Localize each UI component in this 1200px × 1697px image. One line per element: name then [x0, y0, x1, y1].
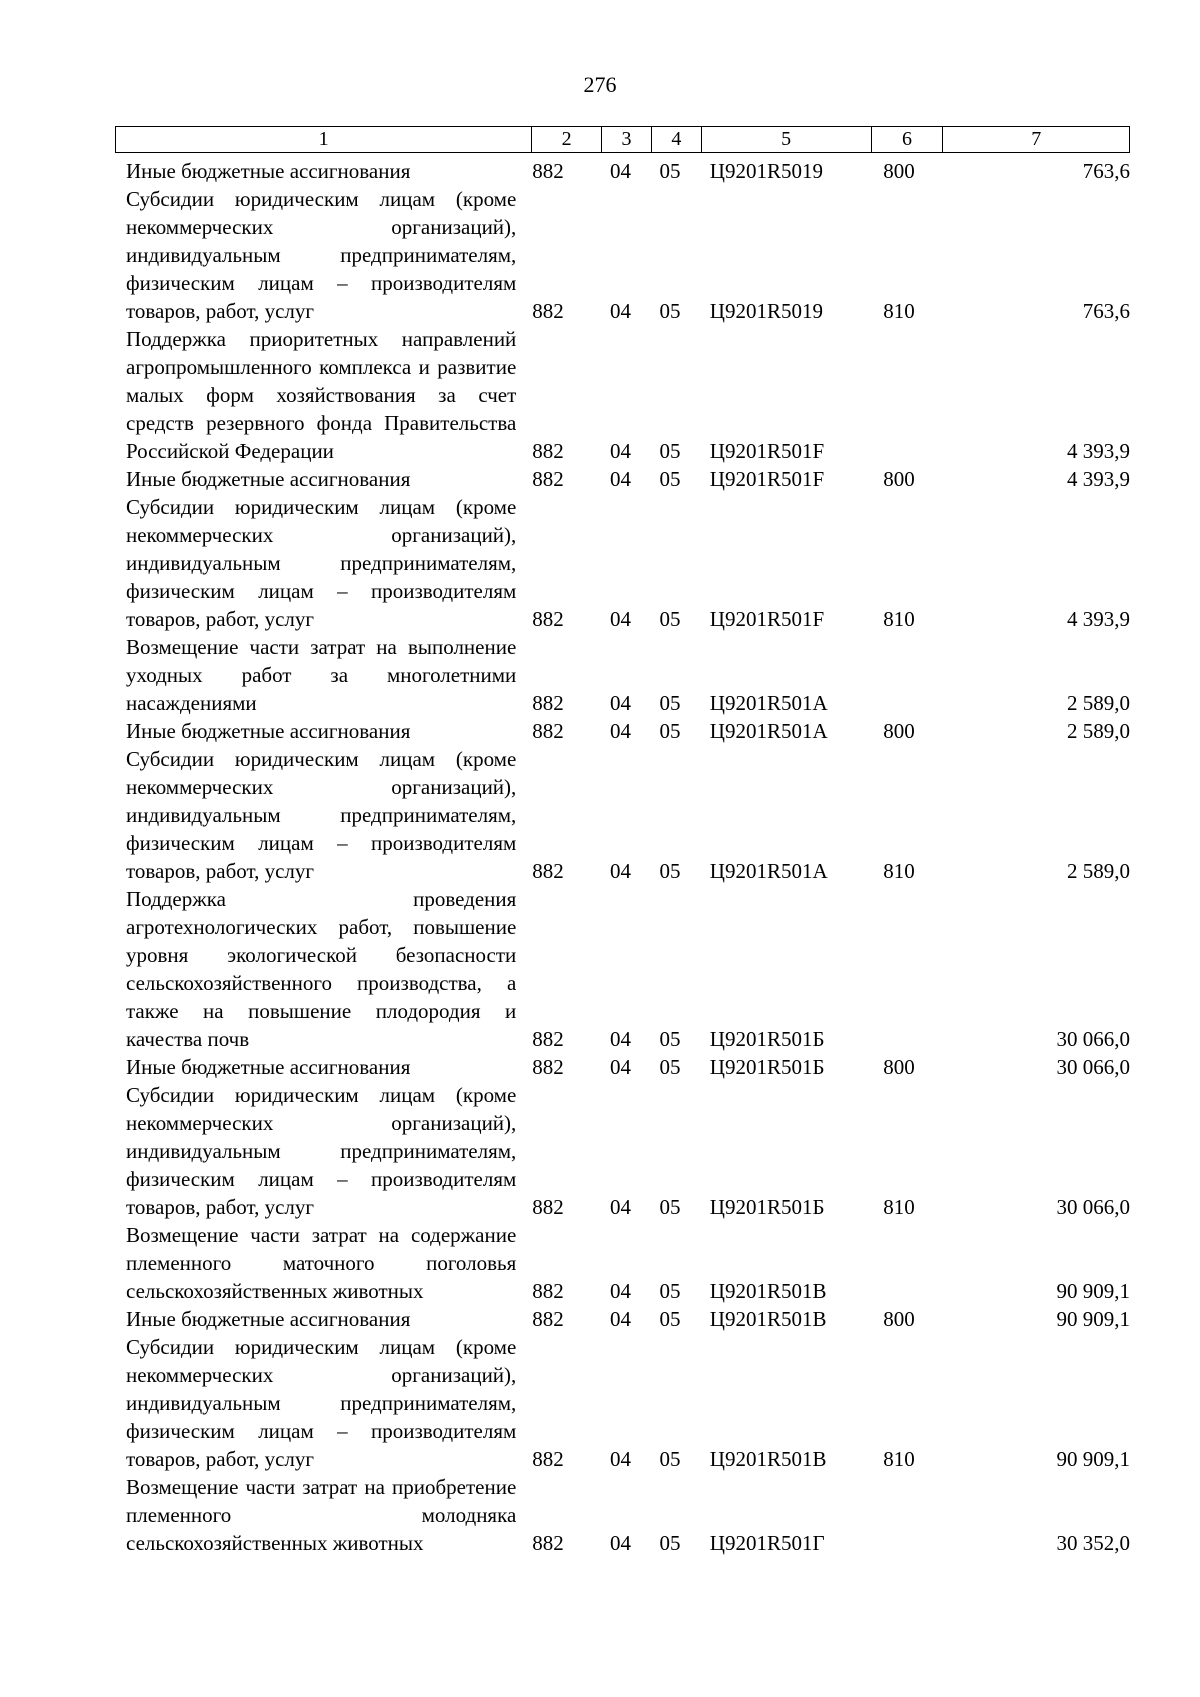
row-amount: 4 393,9	[1067, 607, 1131, 631]
row-subsection: 05	[659, 299, 681, 323]
row-amount: 30 066,0	[1056, 1055, 1131, 1079]
row-target-article: Ц9201R501Б	[709, 1055, 825, 1079]
row-target-article: Ц9201R501В	[709, 1447, 827, 1471]
row-admin-code: 882	[532, 1531, 564, 1555]
row-section: 04	[610, 859, 631, 883]
row-expense-type: 810	[883, 607, 915, 631]
row-name: Субсидии юридическим лицам (кроме некоммерческих организаций), индивидуальным предпринимателям, физическим лицам – производителям товаров, работ, услуг	[126, 1335, 517, 1471]
row-amount: 4 393,9	[1067, 467, 1131, 491]
row-section: 04	[610, 1531, 631, 1555]
row-amount: 90 909,1	[1056, 1279, 1131, 1303]
row-expense-type: 800	[883, 1055, 915, 1079]
row-admin-code: 882	[532, 719, 564, 743]
row-target-article: Ц9201R501А	[709, 719, 828, 743]
row-subsection: 05	[659, 1279, 681, 1303]
header-cell-2: 2	[531, 127, 601, 152]
row-name: Поддержка проведения агротехнологических работ, повышение уровня экологической безопасности сельскохозяйственного производства, а также на повышение плодородия и качества почв	[126, 887, 517, 1051]
row-target-article: Ц9201R501F	[709, 467, 825, 491]
row-section: 04	[610, 1027, 631, 1051]
row-name: Поддержка приоритетных направлений агропромышленного комплекса и развитие малых форм хозяйствования за счет средств резервного фонда Правительства Российской Федерации	[126, 327, 517, 463]
table-row	[126, 1473, 1130, 1557]
row-target-article: Ц9201R5019	[709, 299, 823, 323]
row-section: 04	[610, 1195, 631, 1219]
row-name: Возмещение части затрат на содержание племенного маточного поголовья сельскохозяйственных животных	[126, 1223, 517, 1303]
row-target-article: Ц9201R501В	[709, 1279, 827, 1303]
row-subsection: 05	[659, 1055, 681, 1079]
table-row	[126, 745, 1130, 885]
header-cell-3: 3	[601, 127, 651, 152]
table-row	[126, 493, 1130, 633]
row-subsection: 05	[659, 1307, 681, 1331]
row-name: Субсидии юридическим лицам (кроме некоммерческих организаций), индивидуальным предпринимателям, физическим лицам – производителям товаров, работ, услуг	[126, 1083, 517, 1219]
row-admin-code: 882	[532, 439, 564, 463]
row-target-article: Ц9201R5019	[709, 159, 823, 183]
row-admin-code: 882	[532, 1279, 564, 1303]
row-subsection: 05	[659, 1027, 681, 1051]
row-expense-type: 810	[883, 1447, 915, 1471]
row-section: 04	[610, 1307, 631, 1331]
row-target-article: Ц9201R501F	[709, 607, 825, 631]
row-expense-type: 800	[883, 1307, 915, 1331]
row-expense-type: 810	[883, 299, 915, 323]
table-row	[126, 185, 1130, 325]
row-target-article: Ц9201R501Б	[709, 1027, 825, 1051]
header-cell-1: 1	[318, 128, 329, 150]
row-name: Субсидии юридическим лицам (кроме некоммерческих организаций), индивидуальным предпринимателям, физическим лицам – производителям товаров, работ, услуг	[126, 187, 517, 323]
row-subsection: 05	[659, 1531, 681, 1555]
table-row	[126, 1305, 1130, 1333]
row-amount: 30 066,0	[1056, 1195, 1131, 1219]
row-admin-code: 882	[532, 1195, 564, 1219]
row-expense-type: 800	[883, 719, 915, 743]
table-body	[126, 157, 1130, 1557]
row-amount: 30 066,0	[1056, 1027, 1131, 1051]
row-subsection: 05	[659, 607, 681, 631]
row-name: Иные бюджетные ассигнования	[126, 467, 411, 491]
row-name: Иные бюджетные ассигнования	[126, 1307, 411, 1331]
row-subsection: 05	[659, 691, 681, 715]
row-amount: 763,6	[1082, 159, 1131, 183]
row-name: Субсидии юридическим лицам (кроме некоммерческих организаций), индивидуальным предпринимателям, физическим лицам – производителям товаров, работ, услуг	[126, 495, 517, 631]
row-target-article: Ц9201R501Б	[709, 1195, 825, 1219]
row-section: 04	[610, 691, 631, 715]
row-subsection: 05	[659, 1447, 681, 1471]
row-admin-code: 882	[532, 691, 564, 715]
row-admin-code: 882	[532, 1307, 564, 1331]
table-row	[126, 717, 1130, 745]
table-row	[126, 633, 1130, 717]
row-amount: 2 589,0	[1067, 691, 1131, 715]
row-subsection: 05	[659, 467, 681, 491]
row-section: 04	[610, 1279, 631, 1303]
table-row	[126, 157, 1130, 185]
header-cell-5: 5	[701, 127, 871, 152]
row-expense-type: 810	[883, 1195, 915, 1219]
header-cell-6: 6	[871, 127, 943, 152]
row-admin-code: 882	[532, 1055, 564, 1079]
row-name: Субсидии юридическим лицам (кроме некоммерческих организаций), индивидуальным предпринимателям, физическим лицам – производителям товаров, работ, услуг	[126, 747, 517, 883]
page-number: 276	[583, 72, 617, 97]
row-admin-code: 882	[532, 607, 564, 631]
row-name: Иные бюджетные ассигнования	[126, 159, 411, 183]
row-expense-type: 800	[883, 159, 915, 183]
row-target-article: Ц9201R501А	[709, 691, 828, 715]
row-admin-code: 882	[532, 159, 564, 183]
header-cell-4: 4	[651, 127, 701, 152]
table-header	[115, 126, 1130, 153]
row-section: 04	[610, 299, 631, 323]
row-section: 04	[610, 607, 631, 631]
row-admin-code: 882	[532, 299, 564, 323]
row-amount: 2 589,0	[1067, 859, 1131, 883]
row-subsection: 05	[659, 859, 681, 883]
row-admin-code: 882	[532, 1027, 564, 1051]
row-section: 04	[610, 1055, 631, 1079]
row-admin-code: 882	[532, 467, 564, 491]
row-section: 04	[610, 719, 631, 743]
row-admin-code: 882	[532, 1447, 564, 1471]
row-amount: 763,6	[1082, 299, 1131, 323]
row-subsection: 05	[659, 439, 681, 463]
table-row	[126, 1221, 1130, 1305]
row-name: Возмещение части затрат на выполнение уходных работ за многолетними насаждениями	[126, 635, 517, 715]
row-expense-type: 800	[883, 467, 915, 491]
row-name: Возмещение части затрат на приобретение племенного молодняка сельскохозяйственных животных	[126, 1475, 517, 1555]
row-admin-code: 882	[532, 859, 564, 883]
row-amount: 90 909,1	[1056, 1447, 1131, 1471]
row-expense-type: 810	[883, 859, 915, 883]
row-amount: 2 589,0	[1067, 719, 1131, 743]
table-row	[126, 1081, 1130, 1221]
row-name: Иные бюджетные ассигнования	[126, 1055, 411, 1079]
row-section: 04	[610, 439, 631, 463]
row-subsection: 05	[659, 1195, 681, 1219]
header-cell-7: 7	[942, 127, 1129, 152]
row-target-article: Ц9201R501Г	[709, 1531, 825, 1555]
row-amount: 90 909,1	[1056, 1307, 1131, 1331]
table-row	[126, 465, 1130, 493]
row-section: 04	[610, 1447, 631, 1471]
row-subsection: 05	[659, 159, 681, 183]
row-target-article: Ц9201R501F	[709, 439, 825, 463]
table-row	[126, 1333, 1130, 1473]
table-row	[126, 1053, 1130, 1081]
row-name: Иные бюджетные ассигнования	[126, 719, 411, 743]
row-target-article: Ц9201R501В	[709, 1307, 827, 1331]
row-subsection: 05	[659, 719, 681, 743]
row-amount: 30 352,0	[1056, 1531, 1131, 1555]
row-amount: 4 393,9	[1067, 439, 1131, 463]
row-section: 04	[610, 467, 631, 491]
row-section: 04	[610, 159, 631, 183]
table-row	[126, 885, 1130, 1053]
table-row	[126, 325, 1130, 465]
row-target-article: Ц9201R501А	[709, 859, 828, 883]
